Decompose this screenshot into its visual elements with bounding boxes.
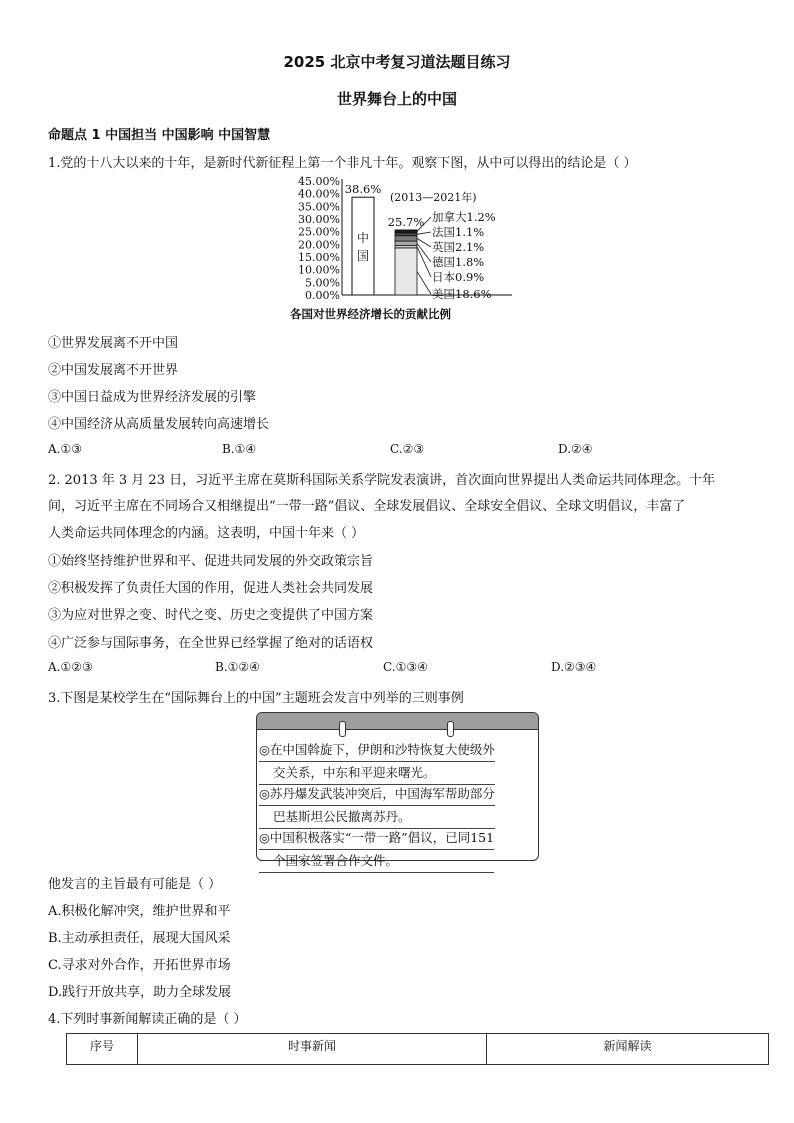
y-tick-label: 25.00% — [298, 225, 340, 239]
legend-label: 美国18.6% — [432, 287, 492, 301]
q1-choice-b: B.①④ — [222, 442, 257, 456]
data-label-china: 38.6% — [344, 182, 382, 197]
chart-period: (2013—2021年) — [390, 191, 477, 204]
q2-stem-line-1: 2. 2013 年 3 月 23 日，习近平主席在莫斯科国际关系学院发表演讲，首次面向世界提出人类命运共同体理念。十年 — [48, 473, 716, 488]
table-header-row — [67, 1034, 769, 1065]
q1-stem: 1.党的十八大以来的十年，是新时代新征程上第一个非凡十年。观察下图，从中可以得出的结论是（ ） — [48, 156, 637, 171]
q2-option-3: ③为应对世界之变、时代之变、历史之变提供了中国方案 — [48, 608, 374, 623]
y-tick-label: 0.00% — [305, 289, 340, 302]
y-tick-label: 20.00% — [298, 238, 340, 252]
stack-segment — [395, 248, 417, 295]
q2-choice-b: B.①②④ — [215, 660, 260, 674]
leader-line — [417, 232, 431, 234]
q2-choice-d: D.②③④ — [551, 660, 597, 674]
stack-segment — [395, 236, 417, 241]
legend-label: 法国1.1% — [432, 225, 485, 239]
q2-option-2: ②积极发挥了负责任大国的作用，促进人类社会共同发展 — [48, 581, 374, 596]
legend-label: 加拿大1.2% — [432, 210, 496, 224]
chart-title: 各国对世界经济增长的贡献比例 — [290, 307, 451, 321]
y-tick-label: 40.00% — [298, 187, 340, 201]
bar-label-china: 中 — [356, 231, 370, 245]
y-tick-label: 5.00% — [305, 276, 340, 290]
example-card — [256, 712, 539, 868]
q3-choice-c: C.寻求对外合作，开拓世界市场 — [48, 958, 231, 973]
page-title: 2025 北京中考复习道法题目练习 — [283, 53, 511, 71]
stack-segment — [395, 233, 417, 236]
q4-stem: 4.下列时事新闻解读正确的是（ ） — [48, 1012, 247, 1027]
card-ring-right — [447, 721, 454, 737]
q1-option-4: ④中国经济从高质量发展转向高速增长 — [48, 417, 270, 432]
q2-stem-line-2: 间，习近平主席在不同场合又相继提出“一带一路”倡议、全球发展倡议、全球安全倡议、全球文明倡议，丰富了 — [48, 499, 686, 514]
page-subtitle: 世界舞台上的中国 — [336, 90, 457, 108]
y-tick-label: 15.00% — [298, 251, 340, 264]
news-table — [66, 1033, 769, 1065]
legend-label: 英国2.1% — [432, 240, 485, 254]
leader-line — [417, 247, 431, 277]
q1-option-2: ②中国发展离不开世界 — [48, 363, 179, 378]
stack-segment — [395, 230, 417, 233]
q3-choice-a: A.积极化解冲突，维护世界和平 — [48, 904, 231, 919]
legend-label: 德国1.8% — [432, 255, 485, 269]
data-label-total: 25.7% — [387, 214, 425, 229]
col-header-news: 时事新闻 — [138, 1034, 487, 1065]
q2-option-4: ④广泛参与国际事务，在全世界已经掌握了绝对的话语权 — [48, 636, 374, 651]
q1-choice-d: D.②④ — [558, 442, 593, 456]
q2-option-1: ①始终坚持维护世界和平、促进共同发展的外交政策宗旨 — [48, 554, 374, 569]
q3-stem: 3.下图是某校学生在“国际舞台上的中国”主题班会发言中列举的三则事例 — [48, 691, 464, 706]
y-tick-label: 10.00% — [298, 263, 340, 277]
q3-choice-d: D.践行开放共享，助力全球发展 — [48, 985, 232, 1000]
y-tick-label: 45.00% — [298, 175, 340, 188]
y-tick-label: 35.00% — [298, 200, 340, 214]
q3-follow: 他发言的主旨最有可能是（ ） — [48, 877, 222, 892]
bar-label-china: 国 — [356, 249, 370, 263]
leader-line — [417, 271, 431, 294]
q2-choice-c: C.①③④ — [383, 660, 428, 674]
q2-stem-line-3: 人类命运共同体理念的内涵。这表明，中国十年来（ ） — [48, 526, 365, 541]
card-example-1: ◎在中国斡旋下，伊朗和沙特恢复大使级外 交关系，中东和平迎来曙光。 — [259, 739, 495, 785]
legend-label: 日本0.9% — [432, 270, 485, 284]
q1-choice-c: C.②③ — [390, 442, 425, 456]
col-header-interpretation: 新闻解读 — [487, 1034, 769, 1065]
q2-choice-a: A.①②③ — [48, 660, 93, 674]
q3-choice-b: B.主动承担责任，展现大国风采 — [48, 931, 231, 946]
q1-choice-a: A.①③ — [48, 442, 82, 456]
bar-china — [352, 197, 374, 295]
y-tick-label: 30.00% — [298, 213, 340, 226]
contribution-chart — [280, 172, 530, 312]
card-example-2: ◎苏丹爆发武装冲突后，中国海军帮助部分 巴基斯坦公民撤离苏丹。 — [259, 783, 495, 829]
card-ring-left — [339, 721, 346, 737]
q1-option-1: ①世界发展离不开中国 — [48, 336, 179, 351]
card-header-bar — [257, 713, 538, 730]
section-heading: 命题点 1 中国担当 中国影响 中国智慧 — [48, 128, 271, 143]
card-example-3: ◎中国积极落实“一带一路”倡议，已同151 个国家签署合作文件。 — [259, 827, 494, 873]
q1-option-3: ③中国日益成为世界经济发展的引擎 — [48, 390, 257, 405]
stack-segment — [395, 241, 417, 246]
col-header-number: 序号 — [67, 1034, 138, 1065]
